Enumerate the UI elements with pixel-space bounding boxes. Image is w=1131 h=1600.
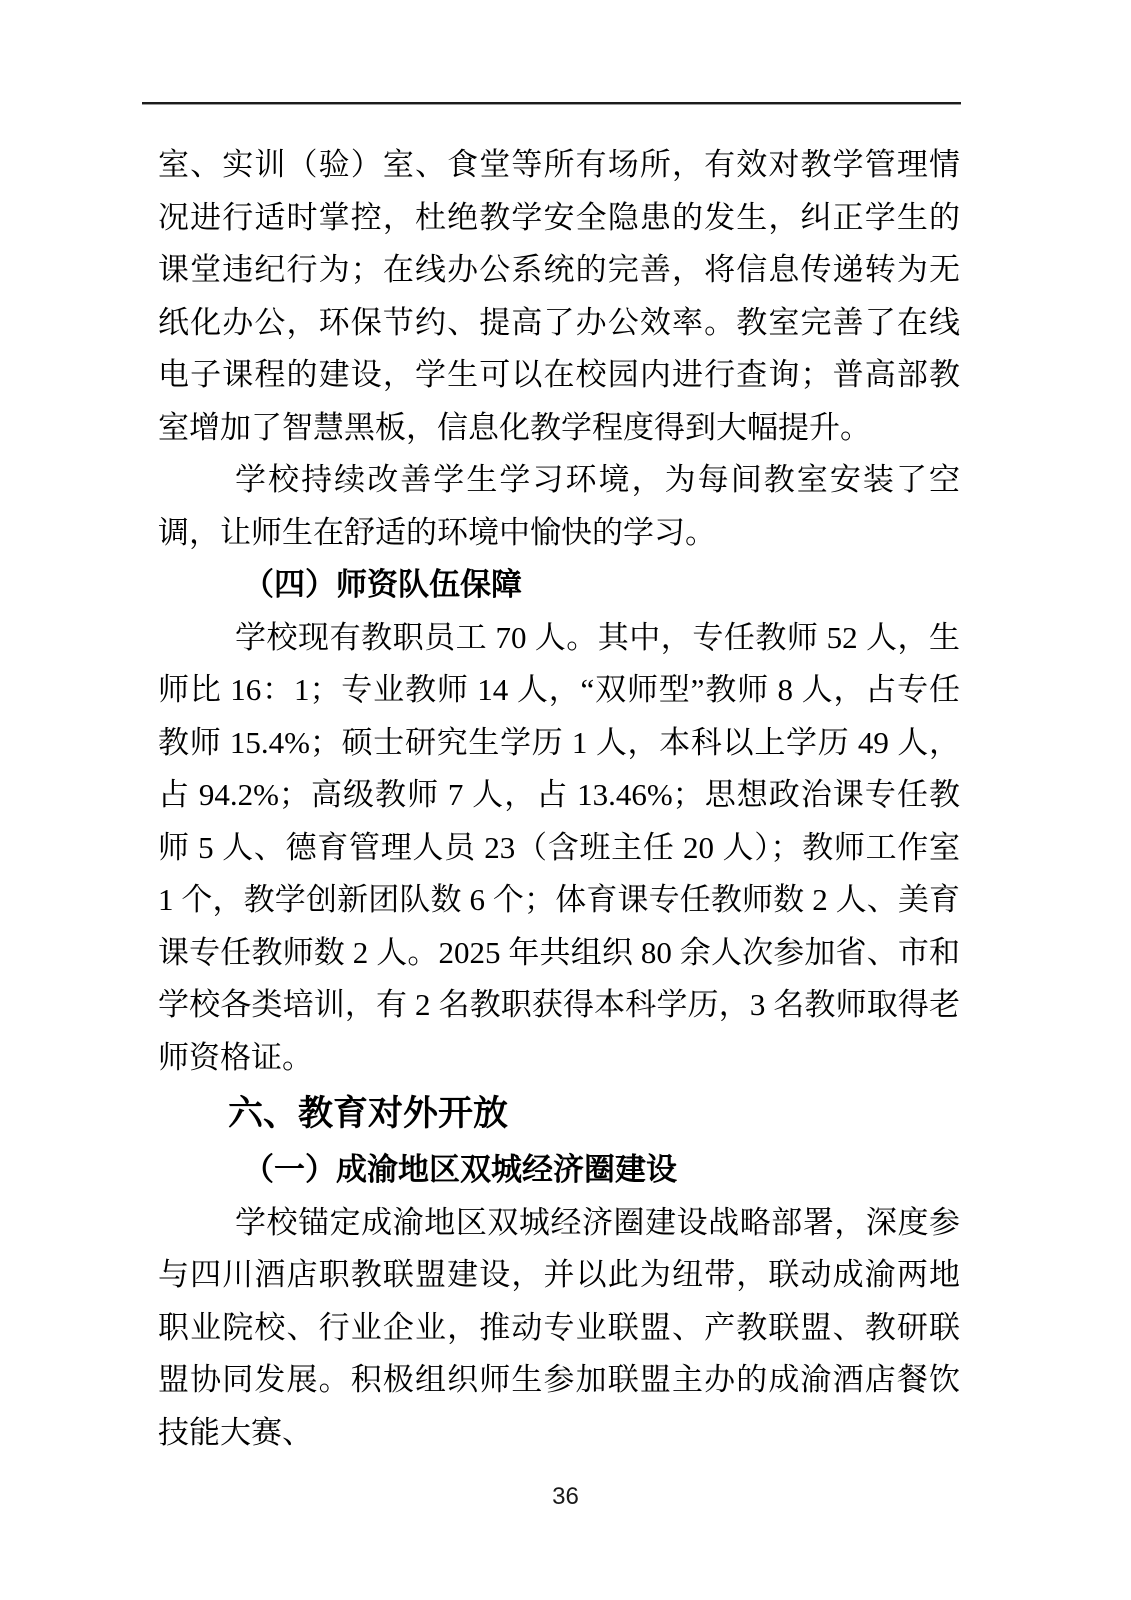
header-rule [142, 102, 961, 105]
body-paragraph-facilities: 室、实训（验）室、食堂等所有场所，有效对教学管理情况进行适时掌控，杜绝教学安全隐患的发生，纠正学生的课堂违纪行为；在线办公系统的完善，将信息传递转为无纸化办公，环保节约、提高了办公效率。教室完善了在线电子课程的建设，学生可以在校园内进行查询；普高部教室增加了智慧黑板，信息化教学程度得到大幅提升。 [158, 147, 960, 445]
page-number: 36 [552, 1483, 579, 1510]
section-heading-education-opening: 六、教育对外开放 [228, 1094, 509, 1133]
body-paragraph-environment: 学校持续改善学生学习环境，为每间教室安装了空调，让师生在舒适的环境中愉快的学习。 [158, 462, 960, 550]
body-paragraph-teacher-stats: 学校现有教职员工 70 人。其中，专任教师 52 人，生师比 16：1；专业教师 14 人，“双师型”教师 8 人，占专任教师 15.4%；硕士研究生学历 1 人，本科以上学历 49 人，占 94.2%；高级教师 7 人，占 13.46%；思想政治课专任教师 5 人、德育管理人员 23（含班主任 20 人）；教师工作室 1 个，教学创新团队数 6 个；体育课专任教师数 2 人、美育课专任教师数 2 人。2025 年共组织 80 余人次参加省、市和学校各类培训，有 2 名教职获得本科学历，3 名教师取得老师资格证。 [158, 619, 960, 1075]
subsection-heading-teacher-support: （四）师资队伍保障 [243, 567, 522, 602]
subsection-heading-chengyu-circle: （一）成渝地区双城经济圈建设 [243, 1152, 677, 1187]
page-body [158, 139, 960, 1459]
body-paragraph-chengyu-alliance: 学校锚定成渝地区双城经济圈建设战略部署，深度参与四川酒店职教联盟建设，并以此为纽带，联动成渝两地职业院校、行业企业，推动专业联盟、产教联盟、教研联盟协同发展。积极组织师生参加联盟主办的成渝酒店餐饮技能大赛、 [158, 1204, 960, 1450]
